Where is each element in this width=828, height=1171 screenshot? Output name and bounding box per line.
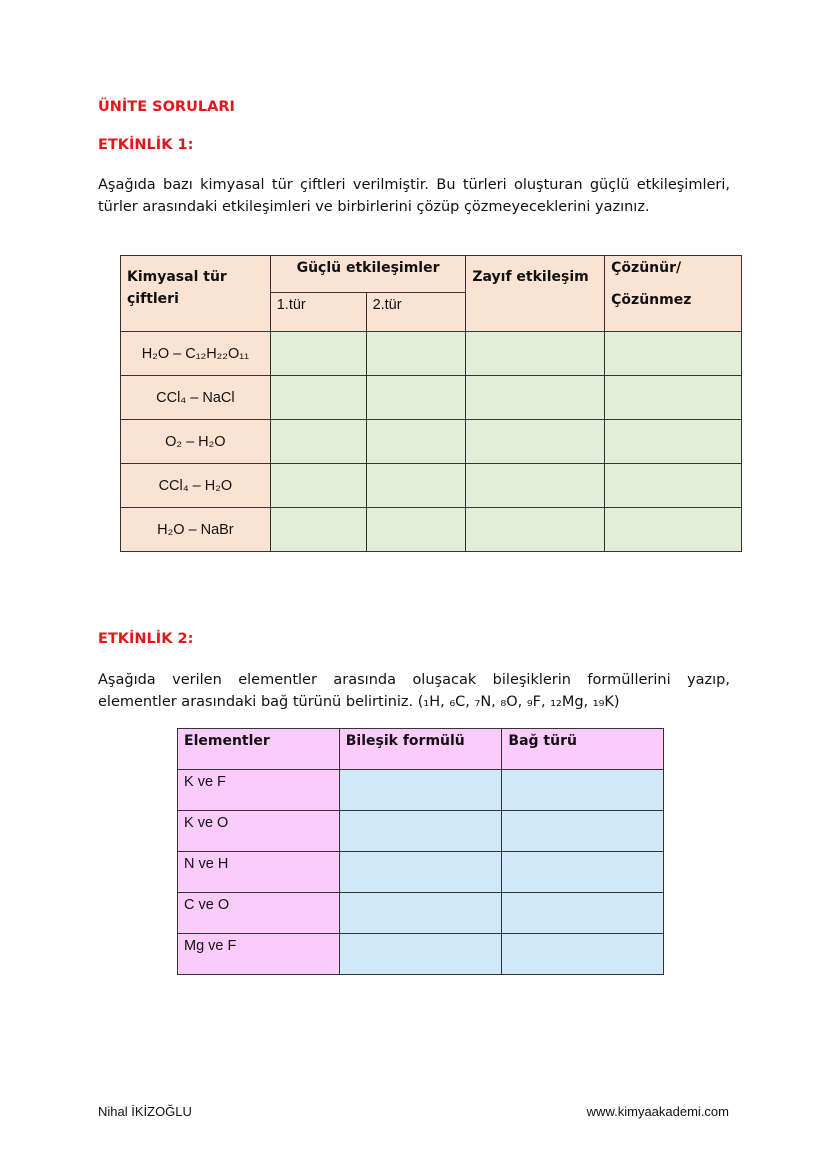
activity2-instructions: Aşağıda verilen elementler arasında oluşacak bileşiklerin formüllerini yazıp, elementler arasındaki bağ türünü belirtiniz. (₁H, ₆C, ₇N, ₈O, ₉F, ₁₂Mg, ₁₉K) [98,672,730,710]
element-pair: K ve F [178,770,340,811]
header-pairs: Kimyasal tür çiftleri [121,256,271,332]
element-pair: N ve H [178,852,340,893]
answer-cell[interactable] [366,332,466,376]
pair-label: CCl₄ – NaCl [121,376,271,420]
answer-cell[interactable] [466,420,605,464]
table-row [121,508,742,552]
answer-cell[interactable] [502,770,664,811]
pair-label: H₂O – NaBr [121,508,271,552]
answer-cell[interactable] [339,893,502,934]
answer-cell[interactable] [605,508,742,552]
answer-cell[interactable] [339,934,502,975]
activity2-heading: ETKİNLİK 2: [98,631,194,647]
table-row [121,420,742,464]
footer-website[interactable]: www.kimyaakademi.com [586,1104,729,1119]
table-row [178,934,664,975]
header-type2: 2.tür [366,293,466,332]
header-sol-2: Çözünmez [611,292,692,308]
header-strong: Güçlü etkileşimler [270,256,466,293]
answer-cell[interactable] [502,811,664,852]
table-row [178,811,664,852]
header-bond-type: Bağ türü [502,729,664,770]
answer-cell[interactable] [466,464,605,508]
answer-cell[interactable] [270,376,366,420]
answer-cell[interactable] [366,508,466,552]
answer-cell[interactable] [502,893,664,934]
answer-cell[interactable] [366,376,466,420]
element-pair: C ve O [178,893,340,934]
header-weak: Zayıf etkileşim [466,256,605,332]
answer-cell[interactable] [339,852,502,893]
answer-cell[interactable] [466,376,605,420]
element-pair: Mg ve F [178,934,340,975]
table-row [121,332,742,376]
activity1-table [120,255,742,552]
answer-cell[interactable] [270,420,366,464]
pair-label: H₂O – C₁₂H₂₂O₁₁ [121,332,271,376]
answer-cell[interactable] [466,332,605,376]
table-row [178,852,664,893]
element-pair: K ve O [178,811,340,852]
header-sol-1: Çözünür/ [611,260,682,276]
table-row [121,464,742,508]
header-solubility [605,256,742,332]
activity2-table [177,728,664,975]
table-row [178,770,664,811]
answer-cell[interactable] [502,852,664,893]
answer-cell[interactable] [605,376,742,420]
footer-author: Nihal İKİZOĞLU [98,1104,192,1119]
activity1-heading: ETKİNLİK 1: [98,137,194,153]
answer-cell[interactable] [270,508,366,552]
page-title: ÜNİTE SORULARI [98,99,235,115]
header-elements: Elementler [178,729,340,770]
answer-cell[interactable] [270,332,366,376]
activity1-instructions: Aşağıda bazı kimyasal tür çiftleri verilmiştir. Bu türleri oluşturan güçlü etkileşimleri, türler arasındaki etkileşimleri ve birbirlerini çözüp çözmeyeceklerini yazınız. [98,177,730,215]
header-type1: 1.tür [270,293,366,332]
answer-cell[interactable] [339,811,502,852]
answer-cell[interactable] [339,770,502,811]
answer-cell[interactable] [366,464,466,508]
answer-cell[interactable] [605,420,742,464]
pair-label: O₂ – H₂O [121,420,271,464]
table-row [121,376,742,420]
answer-cell[interactable] [502,934,664,975]
table-row [178,893,664,934]
header-formula: Bileşik formülü [339,729,502,770]
answer-cell[interactable] [466,508,605,552]
answer-cell[interactable] [605,332,742,376]
answer-cell[interactable] [366,420,466,464]
pair-label: CCl₄ – H₂O [121,464,271,508]
answer-cell[interactable] [270,464,366,508]
answer-cell[interactable] [605,464,742,508]
